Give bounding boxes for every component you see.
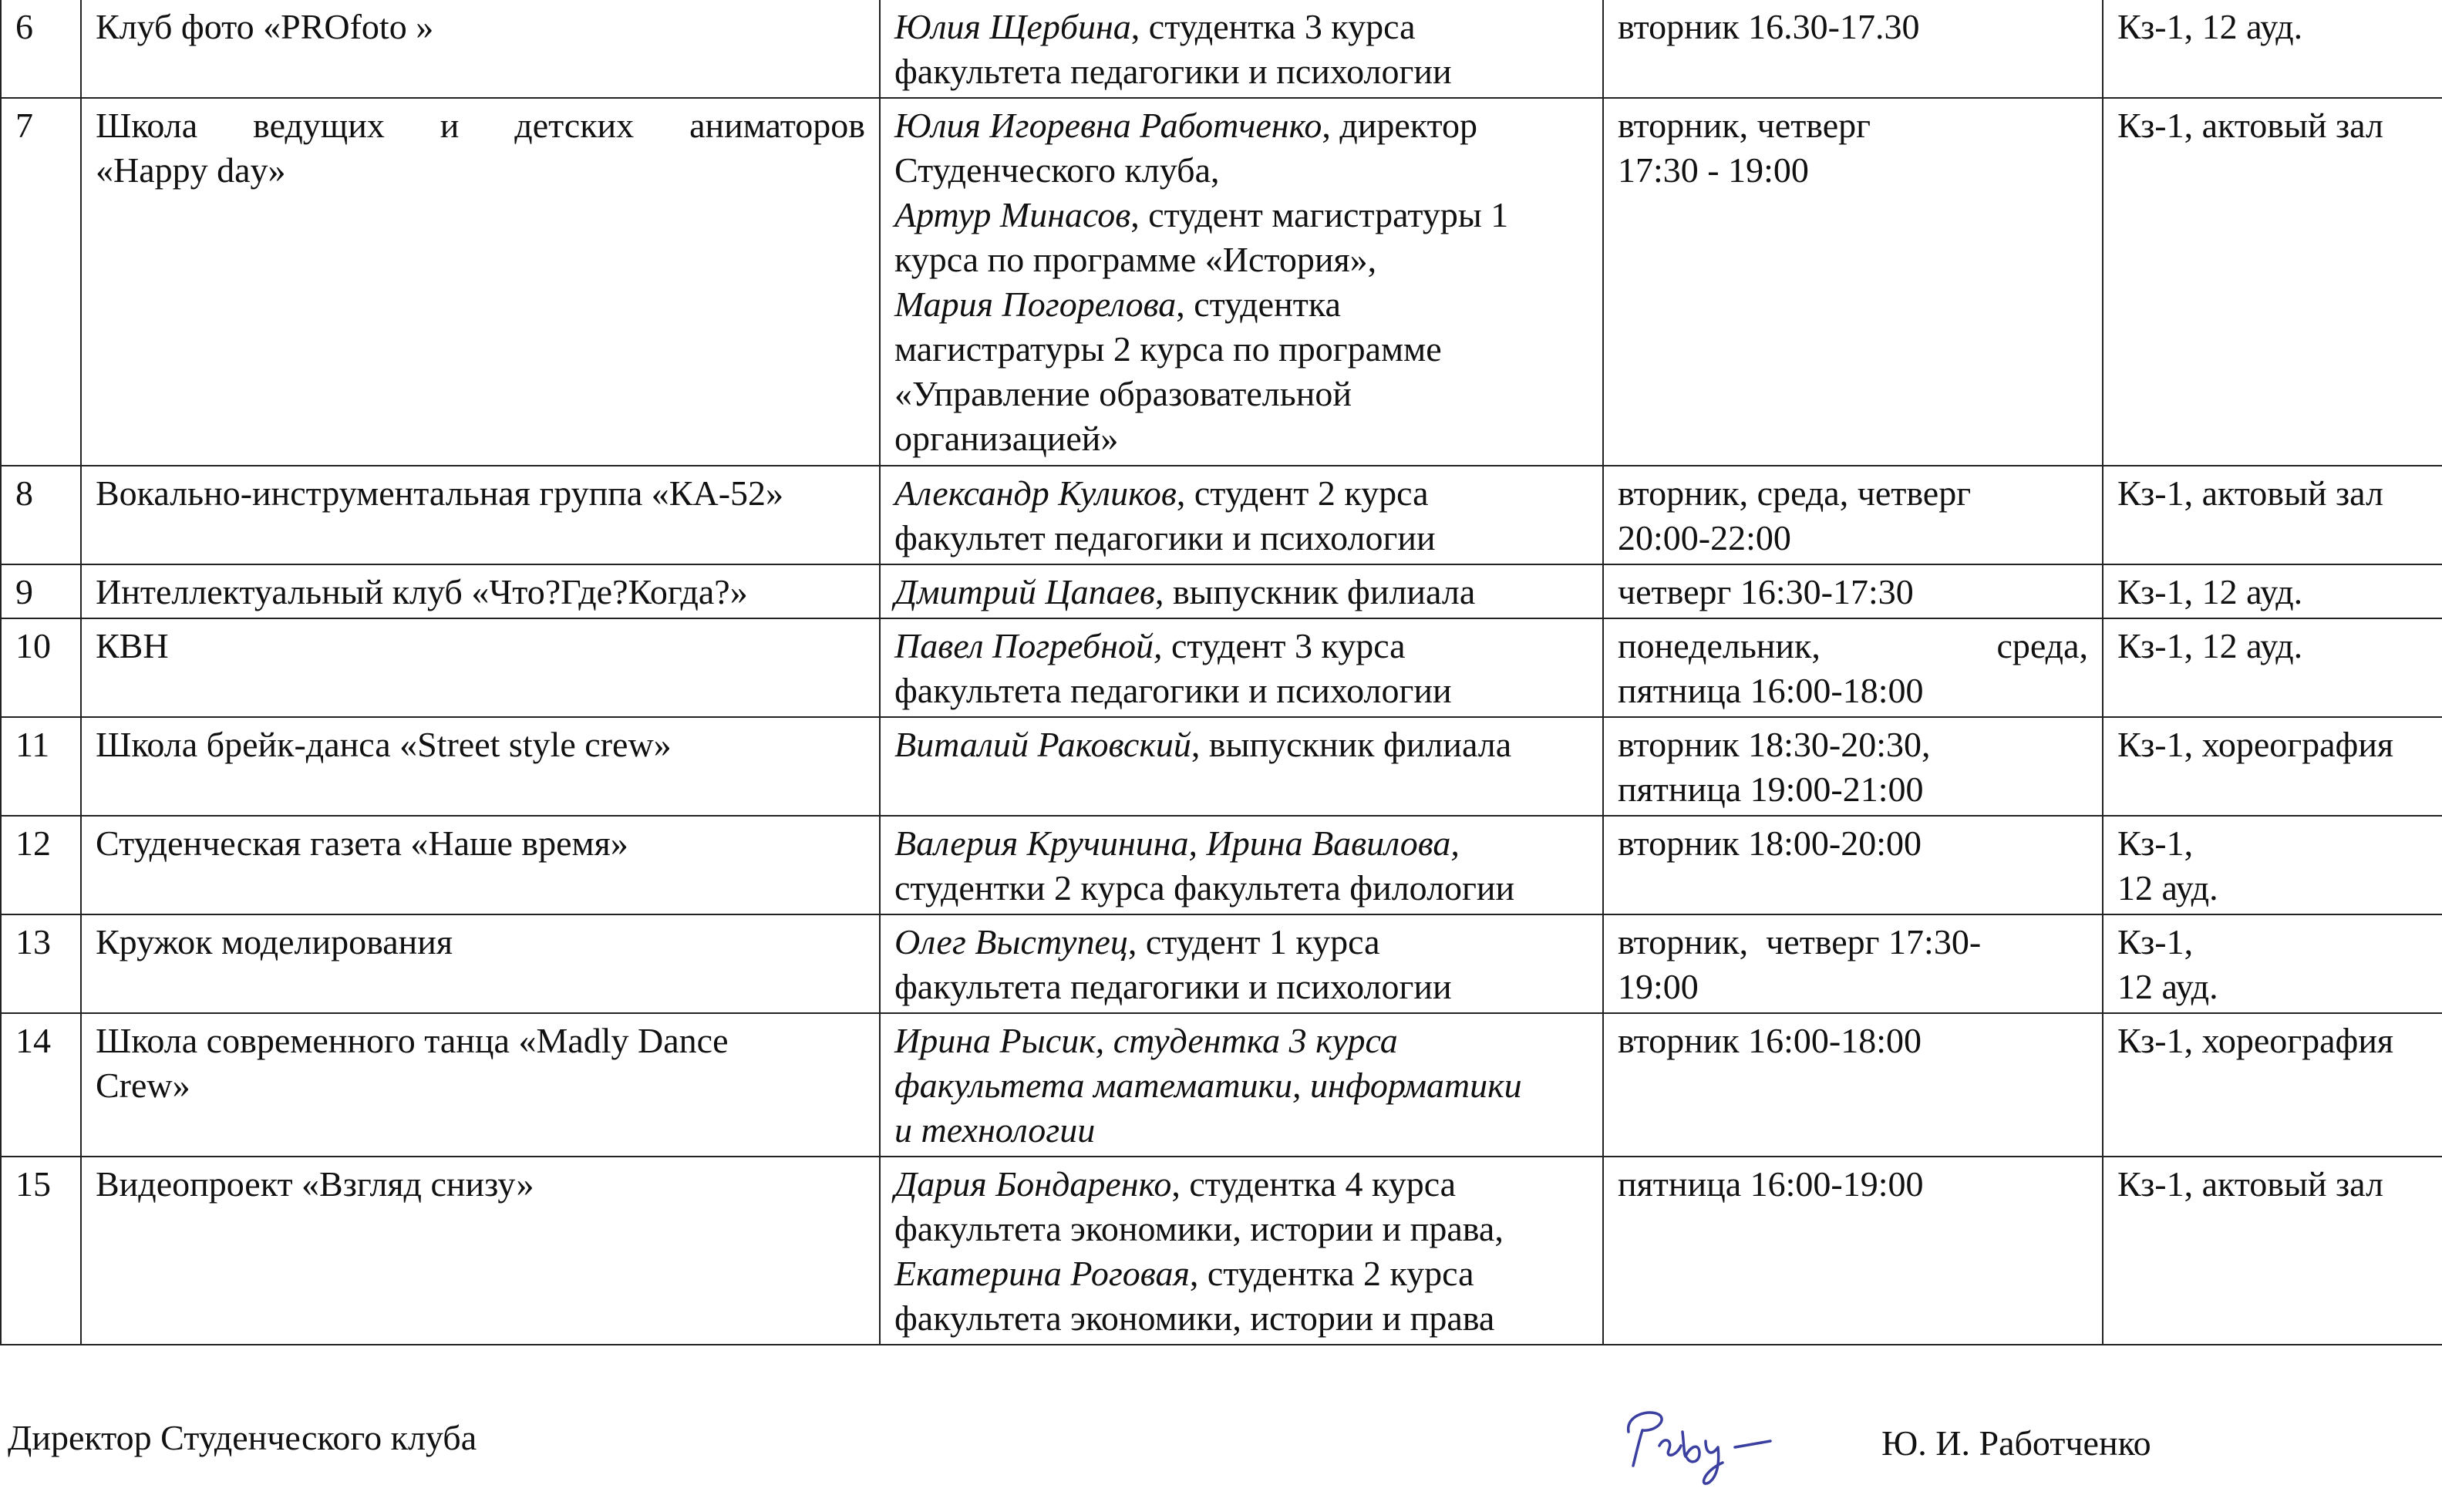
schedule-time-line: вторник, среда, четверг [1618,473,1972,513]
club-leader-cell [880,564,1603,618]
schedule-time-cell [1603,1013,2103,1157]
schedule-time-line: 19:00 [1618,967,1699,1006]
table-row [1,816,2442,914]
room-cell [2103,466,2442,564]
leader-description: , директор [1322,106,1478,145]
club-name-line: Crew» [96,1066,190,1105]
leader-name: Юлия Игоревна Работченко [894,106,1322,145]
room-line: Кз-1, актовый зал [2117,473,2383,513]
row-number: 7 [1,98,81,466]
room-line: Кз-1, актовый зал [2117,1164,2383,1204]
leader-name: Павел Погребной, [894,626,1163,665]
club-name-cell [81,564,880,618]
leader-description: студентки 2 курса факультета филологии [894,868,1515,908]
leader-line [894,1019,1588,1063]
leader-line [894,1251,1588,1296]
club-leader-cell [880,816,1603,914]
schedule-time-line: пятница 16:00-18:00 [1618,671,1924,710]
schedule-time-line: пятница 19:00-21:00 [1618,769,1924,809]
table-row [1,914,2442,1013]
leader-line [894,372,1588,416]
schedule-time-cell [1603,717,2103,816]
row-number: 9 [1,564,81,618]
club-leader-cell [880,466,1603,564]
table-row [1,618,2442,717]
leader-line [894,920,1588,965]
leader-name: Александр Куликов [894,473,1177,513]
schedule-time-line: понедельник, среда, [1618,626,2088,665]
leader-description: , студент 2 курса [1176,473,1429,513]
schedule-time-line: 20:00-22:00 [1618,518,1791,557]
leader-name: Валерия Кручинина, Ирина Вавилова, [894,823,1460,863]
club-name-line: Школа брейк-данса «Street style crew» [96,725,672,764]
room-line: 12 ауд. [2117,967,2218,1006]
leader-line [894,1108,1588,1153]
room-line: Кз-1, хореография [2117,1021,2394,1060]
row-number: 15 [1,1157,81,1345]
club-name-cell [81,717,880,816]
schedule-time-line: вторник, четверг [1618,106,1871,145]
leader-name: факультета математики, информатики [894,1066,1522,1105]
club-name-cell [81,618,880,717]
leader-line [894,1063,1588,1108]
table-row [1,466,2442,564]
room-cell [2103,0,2442,98]
leader-description: факультета экономики, истории и права [894,1298,1495,1338]
room-line: Кз-1, хореография [2117,725,2394,764]
table-row [1,1013,2442,1157]
leader-name: и технологии [894,1110,1096,1150]
leader-line [894,471,1588,516]
club-name-line: Кружок моделирования [96,922,453,961]
leader-line [894,237,1588,282]
schedule-time-line: вторник 16.30-17.30 [1618,7,1920,46]
leader-description: , студент магистратуры 1 [1130,195,1509,234]
leader-description: , выпускник филиала [1154,572,1476,611]
leader-name: Ирина Рысик, студентка 3 курса [894,1021,1398,1060]
room-cell [2103,98,2442,466]
leader-line [894,282,1588,327]
club-name-cell [81,466,880,564]
club-name-line: «Happy day» [96,150,286,190]
leader-description: организацией» [894,419,1119,458]
leader-name: Артур Минасов [894,195,1131,234]
leader-line [894,193,1588,237]
schedule-time-line: 17:30 - 19:00 [1618,150,1809,190]
schedule-time-line: вторник, четверг 17:30- [1618,922,1982,961]
leader-line [894,1296,1588,1341]
leader-line [894,5,1588,49]
leader-description: , студентка 4 курса [1171,1164,1457,1204]
leader-line [894,327,1588,372]
room-cell [2103,717,2442,816]
club-name-line: Школа современного танца «Madly Dance [96,1021,729,1060]
leader-name: Виталий Раковский [894,725,1191,764]
leader-description: факультета педагогики и психологии [894,52,1452,91]
leader-description: , студентка 3 курса [1130,7,1416,46]
schedule-time-line: четверг 16:30-17:30 [1618,572,1914,611]
room-cell [2103,1157,2442,1345]
club-name-cell [81,816,880,914]
club-name-line: Вокально-инструментальная группа «КА-52» [96,473,784,513]
leader-description: магистратуры 2 курса по программе [894,329,1442,369]
leader-description: курса по программе «История», [894,240,1377,279]
leader-description: факультета экономики, истории и права, [894,1209,1504,1248]
club-leader-cell [880,1157,1603,1345]
footer-position-title: Директор Студенческого клуба [8,1418,477,1457]
club-name-cell [81,1157,880,1345]
schedule-time-cell [1603,816,2103,914]
leader-line [894,1207,1588,1251]
leader-name: Дария Бондаренко [894,1164,1172,1204]
club-leader-cell [880,914,1603,1013]
table-row [1,0,2442,98]
room-line: Кз-1, [2117,823,2194,863]
schedule-time-cell [1603,564,2103,618]
leader-description: , выпускник филиала [1191,725,1512,764]
table-row [1,98,2442,466]
club-name-line: Интеллектуальный клуб «Что?Где?Когда?» [96,572,748,611]
leader-line [894,965,1588,1009]
leader-line [894,570,1588,615]
leader-name: Олег Выступец [894,922,1128,961]
row-number: 12 [1,816,81,914]
leader-description: факультета педагогики и психологии [894,671,1452,710]
leader-description: Студенческого клуба, [894,150,1220,190]
schedule-time-line: вторник 16:00-18:00 [1618,1021,1922,1060]
club-leader-cell [880,717,1603,816]
leader-description: , студентка 2 курса [1189,1254,1474,1293]
row-number: 14 [1,1013,81,1157]
room-cell [2103,914,2442,1013]
leader-line [894,821,1588,866]
leader-line [894,148,1588,193]
club-name-cell [81,914,880,1013]
leader-line [894,103,1588,148]
footer-signatory-name: Ю. И. Работченко [1881,1423,2151,1463]
row-number: 10 [1,618,81,717]
leader-line [894,416,1588,461]
room-cell [2103,618,2442,717]
row-number: 11 [1,717,81,816]
schedule-time-cell [1603,0,2103,98]
row-number: 8 [1,466,81,564]
club-leader-cell [880,98,1603,466]
leader-line [894,866,1588,911]
leader-name: Екатерина Роговая [894,1254,1190,1293]
room-line: Кз-1, 12 ауд. [2117,572,2303,611]
club-leader-cell [880,1013,1603,1157]
leader-description: , студент 1 курса [1127,922,1380,961]
club-name-line: Видеопроект «Взгляд снизу» [96,1164,534,1204]
club-name-line: Клуб фото «PROfoto » [96,7,434,46]
row-number: 6 [1,0,81,98]
room-cell [2103,1013,2442,1157]
schedule-time-line: пятница 16:00-19:00 [1618,1164,1924,1204]
room-line: Кз-1, актовый зал [2117,106,2383,145]
room-cell [2103,816,2442,914]
leader-line [894,624,1588,668]
leader-line [894,668,1588,713]
schedule-time-cell [1603,98,2103,466]
room-line: 12 ауд. [2117,868,2218,908]
leader-name: Дмитрий Цапаев [894,572,1155,611]
club-leader-cell [880,0,1603,98]
leader-line [894,49,1588,94]
club-name-cell [81,0,880,98]
schedule-time-cell [1603,618,2103,717]
leader-description: «Управление образовательной [894,374,1352,413]
leader-line [894,516,1588,561]
leader-description: , студентка [1176,285,1341,324]
club-name-line: КВН [96,626,169,665]
club-name-line: Школа ведущих и детских аниматоров [96,106,865,145]
leader-description: факультет педагогики и психологии [894,518,1436,557]
row-number: 13 [1,914,81,1013]
club-leader-cell [880,618,1603,717]
club-name-cell [81,1013,880,1157]
club-name-line: Студенческая газета «Наше время» [96,823,628,863]
table-row [1,564,2442,618]
schedule-time-line: вторник 18:30-20:30, [1618,725,1931,764]
room-line: Кз-1, 12 ауд. [2117,626,2303,665]
room-line: Кз-1, 12 ауд. [2117,7,2303,46]
club-name-cell [81,98,880,466]
leader-line [894,1162,1588,1207]
leader-description: факультета педагогики и психологии [894,967,1452,1006]
table-row [1,1157,2442,1345]
signature-icon [1619,1392,1789,1492]
schedule-time-cell [1603,1157,2103,1345]
schedule-time-cell [1603,914,2103,1013]
leader-name: Мария Погорелова [894,285,1177,324]
leader-description: студент 3 курса [1162,626,1406,665]
schedule-time-cell [1603,466,2103,564]
room-cell [2103,564,2442,618]
leader-name: Юлия Щербина [894,7,1131,46]
schedule-time-line: вторник 18:00-20:00 [1618,823,1922,863]
room-line: Кз-1, [2117,922,2194,961]
table-row [1,717,2442,816]
leader-line [894,722,1588,767]
